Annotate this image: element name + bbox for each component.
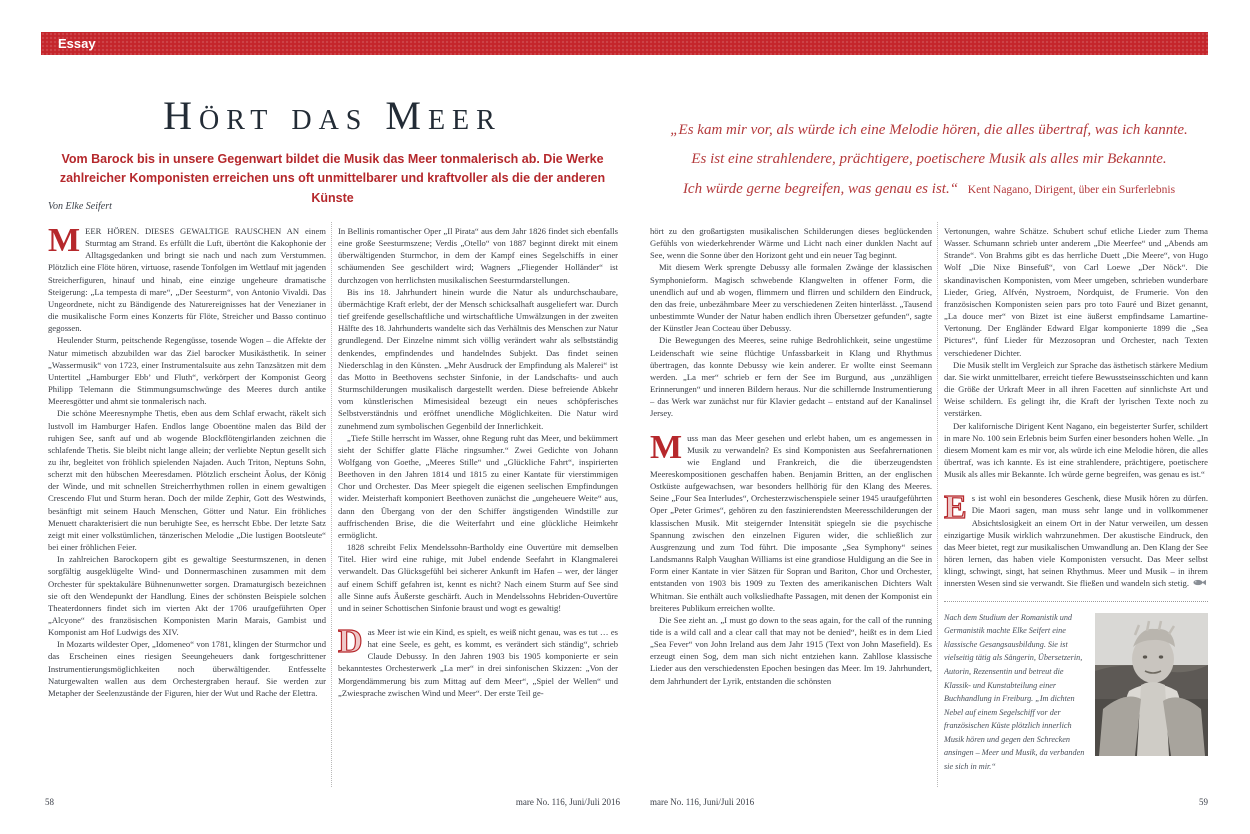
body-paragraph: Mit diesem Werk sprengte Debussy alle formalen Zwänge der klassischen Symphonieform. Magisch schwebende Klangwelten in offener Form, die unendlich auf und ab wogen, flimmern und flirren und schildern den Eindruck, den das freie, unbezähmbare Meer zu verschiedenen Zeiten hinterlässt. „Tausend unbestimmte Wunder der Natur haben endlich ihren Übersetzer gefunden“, sagte der Künstler Jean Cocteau über Debussy. bbox=[650, 262, 932, 334]
body-paragraph bbox=[650, 428, 932, 614]
body-paragraph: Die Bewegungen des Meeres, seine ruhige Bedrohlichkeit, seine ungestüme Leidenschaft wie seine flüchtige Unfassbarkeit in Klang und Rhythmus übertragen, das konnte Debussy wie kein anderer. Er wollte einst Seemann werden. „La mer“ schrieb er fern der See im Burgund, aus „unzähligen Erinnerungen“ und inneren Bildern heraus. Nur die schillernde Instrumentierung – das Werk war zunächst nur für Klavier gedacht – entstand auf der Kanalinsel Jersey. bbox=[650, 335, 932, 419]
body-paragraph: „Tiefe Stille herrscht im Wasser, ohne Regung ruht das Meer, und bekümmert sieht der Schiffer glatte Fläche ringsumher.“ Zwei Gedichte von Johann Wolfgang von Goethe, „Meeres Stille“ und „Glückliche Fahrt“, inspirierten Beethoven in den Jahren 1814 und 1815 zu einer Kantate für vierstimmigen Chor und Orchester. Das Meer spiegelt die eigenen seelischen Empfindungen wider. Meisterhaft komponiert Beethoven zunächst die „ungeheuere Weite“ aus, dann den Übergang von der den Schiffer ängstigenden Windstille zur auffrischenden Brise, die die Weiterfahrt und eine glückliche Heimkehr ermöglicht. bbox=[338, 432, 618, 540]
body-paragraph: Bis ins 18. Jahrhundert hinein wurde die Natur als undurchschaubare, übermächtige Kraft erlebt, der der Mensch schicksalhaft ausgeliefert war. Durch tief greifende gesellschaftliche und wirtschaftliche Umwälzungen in der zweiten Hälfte des 18. Jahrhunderts wandelte sich das Verhältnis des Menschen zur Natur grundlegend. Der Einzelne nimmt sich völlig verändert wahr als selbstständig denkendes, empfindendes und handelndes Subjekt. Das findet seinen Niederschlag in den Künsten. „Mehr Ausdruck der Empfindung als Malerei“ ist das Motto in Beethovens sechster Sinfonie, in der Landschafts- und auch Sturmschilderungen musikalisch dargestellt werden. Diese befreiende Abkehr vom künstlerischen Mimesisideal bezeugt ein neues schöpferisches Selbstverständnis und eröffnet unendliche Möglichkeiten. Die Natur wird zunehmend zum symbolischen Gegenbild der Innerlichkeit. bbox=[338, 286, 618, 431]
pull-quote-line: „Es kam mir vor, als würde ich eine Melodie hören, die alles übertraf, was ich kannte. bbox=[670, 122, 1188, 138]
paragraph-text: uss man das Meer gesehen und erlebt haben, um es angemessen in Musik zu verwandeln? Es sind Komponisten aus Seefahrernationen wie England und Frankreich, die die überzeugendsten Meereskompositionen geschaffen haben. Benjamin Britten, an der englischen Ostküste aufgewachsen, war besonders hellhörig für den Klang des Meeres. Seine „Four Sea Interludes“, Orchesterzwischenspiele seiner 1945 uraufgeführten Oper „Peter Grimes“, gehören zu den faszinierendsten Meeresschilderungen der klassischen Musik. Mit steigernder Intensität spiegeln sie die psychische Spannung zwischen den einzelnen Figuren wider, die schließlich zur Ausgrenzung und zum Tod führt. Die imposante „Sea Symphony“ seines Landsmanns Ralph Vaughan Williams ist eine grandiose Huldigung an die See in Form einer Kantate in vier Sätzen für Sopran und Bariton, Chor und Orchester, entstanden von 1903 bis 1909 zu Texten des amerikanischen Dichters Walt Whitman. Sie enthält auch volksliedhafte Passagen, mit denen der Komponist ein breiteres Publikum erreichen wollte. bbox=[650, 432, 932, 613]
body-paragraph bbox=[944, 489, 1208, 589]
pull-quote-line: Ich würde gerne begreifen, was genau es ist.“ bbox=[682, 180, 959, 197]
paragraph-text: s ist wohl ein besonderes Geschenk, diese Musik hören zu dürfen. Die Maori sagen, man muss sehr lange und in vollkommener Absichtslosigkeit an einem Ort in der Natur verweilen, um dessen einzigartige Musik wirklich wahrzunehmen. Der akustische Eindruck, den das Meer bietet, regt zur musikalischen Umwandlung an. Den Klang der See hören lernen, das haben viele Komponisten versucht. Das Meer selbst klingt, schwingt, singt, hat seinen Rhythmus. Meer und Musik – in ihrem innersten Wesen sind sie verwandt. Sie fließen und wandeln sich stetig. bbox=[944, 493, 1208, 589]
page-number-left: 58 bbox=[45, 797, 54, 807]
body-paragraph: In Bellinis romantischer Oper „Il Pirata“ aus dem Jahr 1826 findet sich ebenfalls eine große Seesturmszene; Verdis „Otello“ von 1887 beginnt direkt mit einem überwältigenden Sturmchor, in dem der Kampf eines Segelschiffs in einer schäumenden See geschildert wird; Wagners „Fliegender Holländer“ ist durchzogen von herrlichsten musikalischen Seesturmdarstellungen. bbox=[338, 226, 618, 285]
page-number-right: 59 bbox=[1199, 797, 1208, 807]
drop-cap: D bbox=[338, 623, 363, 660]
article-subtitle: Vom Barock bis in unsere Gegenwart bildet die Musik das Meer tonmalerisch ab. Die Werke zahlreicher Komponisten erreichen uns oft unmittelbarer und kraftvoller als die der anderen Künste bbox=[59, 152, 606, 205]
drop-cap: M bbox=[48, 225, 81, 259]
body-paragraph: 1828 schreibt Felix Mendelssohn-Bartholdy eine Ouvertüre mit demselben Titel. Hier wird eine ruhige, mit Jubel endende Seefahrt in Klangmalerei verwandelt. Das Glücksgefühl bei sicherer Ankunft im Hafen – wer, der länger auf einem Schiff gefahren ist, kennt es nicht? Nach einem Sturm auf See sind alle Sinne aufs Äußerste geschärft. Auch in Mendelssohns Hebriden-Ouvertüre und in seiner Schottischen Sinfonie braust und wogt es gewaltig! bbox=[338, 542, 618, 613]
author-photo bbox=[1095, 613, 1208, 756]
body-paragraph: Vertonungen, wahre Schätze. Schubert schuf etliche Lieder zum Thema Wasser. Schumann schrieb unter anderem „Die Meerfee“ und „Abends am Strande“. Von Brahms gibt es das herrliche Duett „Die Meere“, von Hugo Wolf „Die Nixe Binsefuß“, von Carl Loewe „Der Nöck“. Die skandinavischen Komponisten, vom Meer umgeben, schrieben wunderbare Lieder, Grieg, Alfvén, Nystroem, Nordquist, de Frumerie. Von den französischen Komponisten seien pars pro toto Fauré und Bizet genannt, „La douce mer“ von Bizet ist eine äußerst empfindsame Lamartine-Vertonung. Der Engländer Edward Elgar komponierte 1899 die „Sea Pictures“, fünf Lieder für Mezzosopran und Orchester, nach Texten verschiedener Dichter. bbox=[944, 226, 1208, 358]
body-paragraph: Die See zieht an. „I must go down to the seas again, for the call of the running tide is a wild call and a clear call that may not be denied“, heißt es in dem Lied „Sea Fever“ von John Ireland aus dem Jahr 1915 (Text von John Masefield). Es erzeugt einen Sog, dem man sich nicht entziehen kann. Zahllose klassische Lieder aus den verschiedensten Epochen besingen das Meer. Im 19. Jahrhundert, dem Jahrhundert der Lyrik, entstanden die schönsten bbox=[650, 614, 932, 686]
column-rule bbox=[331, 222, 332, 787]
drop-cap: E bbox=[944, 489, 967, 527]
issue-line-left: mare No. 116, Juni/Juli 2016 bbox=[515, 797, 620, 807]
left-page-column-2 bbox=[338, 225, 618, 787]
page-title: Hört das Meer bbox=[163, 93, 502, 138]
body-paragraph: In Mozarts wildester Oper, „Idomeneo“ von 1781, klingen der Sturmchor und das Erscheinen eines riesigen Seeungeheuers dank fortgeschrittener Instrumentierungsmöglichkeiten noch überwältigender. Entfesselte Naturgewalten wallen aus dem Orchestergraben herauf. Sie werden zur Metapher der Seelenzustände der Figuren, hier der Wut und Rache der Elettra. bbox=[48, 639, 326, 698]
drop-cap: M bbox=[650, 428, 683, 466]
paragraph-text: EER HÖREN. DIESES GEWALTIGE RAUSCHEN AN einem Sturmtag am Strand. Es erfüllt die Luft, übertönt die Kakophonie der Alltagsgedanken und bringt sie nach und nach zum Verstummen. Plötzlich eine Flöte hören, virtuose, rasende Tonfolgen im Wettlauf mit jagenden Streicherfiguren, hinauf und hinab, eine einzige ungeheure dramatische Steigerung: „La tempesta di mare“, „Der Seesturm“, von Antonio Vivaldi. Das Ungeordnete, nicht zu Bändigende des Naturereignisses hat der Venezianer in die musikalische Form eines Konzerts für Flöte, Streicher und Basso continuo gegossen. bbox=[48, 226, 326, 334]
fish-end-mark-icon bbox=[1193, 577, 1206, 589]
column-rule bbox=[937, 222, 938, 787]
body-paragraph bbox=[48, 225, 326, 334]
author-bio-text: Nach dem Studium der Romanistik und Germanistik machte Elke Seifert eine klassische Gesangsausbildung. Sie ist vielseitig tätig als Sängerin, Übersetzerin, Autorin, Rezensentin und betreut die Klassik- und Kunstabteilung einer Buchhandlung in Freiburg. „Im dichten Nebel auf einem Segelschiff vor der französischen Küste plötzlich innerlich Musik hören und gegen den Schrecken ansingen – Meer und Musik, da verbanden sie sich in mir.“ bbox=[944, 612, 1085, 772]
pull-quote-line: Es ist eine strahlendere, prächtigere, poetischere Musik als alles mir Bekannte. bbox=[691, 151, 1167, 168]
title-block bbox=[45, 93, 620, 208]
paragraph-text: as Meer ist wie ein Kind, es spielt, es weiß nicht genau, was es tut … es hat eine Seele, es geht, es kommt, es verändert sich ständig“, schrieb Claude Debussy. In den Jahren 1903 bis 1905 komponierte er sein bekanntestes Orchesterwerk „La mer“ in drei sinfonischen Skizzen: „Von der Morgendämmerung bis zum Mittag auf dem Meer“, „Spiel der Wellen“ und „Zwiesprache zwischen Wind und Meer“. Der erste Teil ge- bbox=[338, 627, 618, 698]
pull-quote bbox=[650, 116, 1208, 204]
right-page-column-1 bbox=[650, 225, 932, 787]
left-page-column-1 bbox=[48, 225, 326, 787]
byline: Von Elke Seifert bbox=[48, 201, 112, 212]
body-paragraph: In zahlreichen Barockopern gibt es gewaltige Seesturmszenen, in denen sorgfältig ausgeklügelte Wind- und Donnermaschinen zusammen mit dem Orchester für spektakuläre Bühnenunwetter sorgen. Dramaturgisch bezeichnen sie oft den Wendepunkt der Handlung. Eines der schönsten Beispiele solchen Theaterdonners findet sich im vierten Akt der 1706 uraufgeführten Oper „Alcyone“ des französischen Komponisten Marin Marais, Gambist und Komponist am Hof Ludwigs des XIV. bbox=[48, 554, 326, 638]
author-bio bbox=[944, 601, 1208, 774]
quote-attribution: Kent Nagano, Dirigent, über ein Surferlebnis bbox=[967, 183, 1176, 196]
body-paragraph: Die schöne Meeresnymphe Thetis, eben aus dem Schlaf erwacht, räkelt sich lustvoll im Hamburger Hafen. Endlos lange Oboentöne malen das Bild der ruhigen See, sanft auf und ab wogende Blockflötengirlanden zeichnen die schlafende Thetis. Sie bleibt nicht lange allein; der verliebte Neptun gesellt sich zu ihr, begleitet von fröhlich spielenden Najaden. Auch Triton, Neptuns Sohn, scherzt mit den hübschen Meeresdamen. Plötzlich erscheint Äolus, der König der Winde, und mit schnellen Streicherrhythmen rollen in einem gewaltigen Crescendo Flut und Sturm heran. Doch der milde Zephir, Gott des Westwinds, besänftigt mit seinem Hauch Menschen, Götter und Natur. Ein fröhliches Menuett charakterisiert die nun beruhigte See, es herrscht Ebbe. Der letzte Satz zeigt mit einer volkstümlichen, tänzerischen Melodie „Die lustigen Bootsleute“ bei einer fröhlichen Feier. bbox=[48, 408, 326, 553]
body-paragraph: Die Musik stellt im Vergleich zur Sprache das ästhetisch stärkere Medium dar. Sie wirkt unmittelbarer, erreicht tiefere Bewusstseinsschichten und kann die Größe der Urkraft Meer in all ihren Facetten auf sinnlichste Art und Weise schildern. Es gelingt ihr, die Kraft der lyrischen Texte noch zu verstärken. bbox=[944, 359, 1208, 419]
section-label: Essay bbox=[58, 36, 96, 51]
body-paragraph bbox=[338, 623, 618, 699]
body-paragraph: Der kalifornische Dirigent Kent Nagano, ein begeisterter Surfer, schildert in mare No. 100 sein Erlebnis beim Surfen einer besonders hohen Welle. „In diesem Moment kam es mir vor, als würde ich eine Melodie hören, die alles übertraf, was ich kannte. Es ist eine strahlendere, prächtigere, poetischere Musik als alles mir Bekannte. Ich würde gerne begreifen, was genau es ist.“ bbox=[944, 420, 1208, 480]
issue-line-right: mare No. 116, Juni/Juli 2016 bbox=[650, 797, 755, 807]
body-paragraph: Heulender Sturm, peitschende Regengüsse, tosende Wogen – die Affekte der Natur mimetisch abzubilden war das Ziel barocker Musikästhetik. In seiner „Wassermusik“ von 1723, einer Instrumentalsuite aus zehn Tanzsätzen mit dem Untertitel „Hamburger Ebb’ und Fluth“, verkörpert der Komponist Georg Philipp Telemann die Stimmungsumschwünge des Meeres durch antike Meeresgötter und ahmt sie tonmalerisch nach. bbox=[48, 335, 326, 407]
section-bar bbox=[41, 32, 1208, 55]
body-paragraph: hört zu den großartigsten musikalischen Schilderungen dieses beglückenden Gefühls von wiederkehrender Wärme und Licht nach einer dunklen Nacht auf See, wenn die Sonne über den Horizont geht und ein neuer Tag beginnt. bbox=[650, 226, 932, 261]
right-page-column-2 bbox=[944, 225, 1208, 787]
